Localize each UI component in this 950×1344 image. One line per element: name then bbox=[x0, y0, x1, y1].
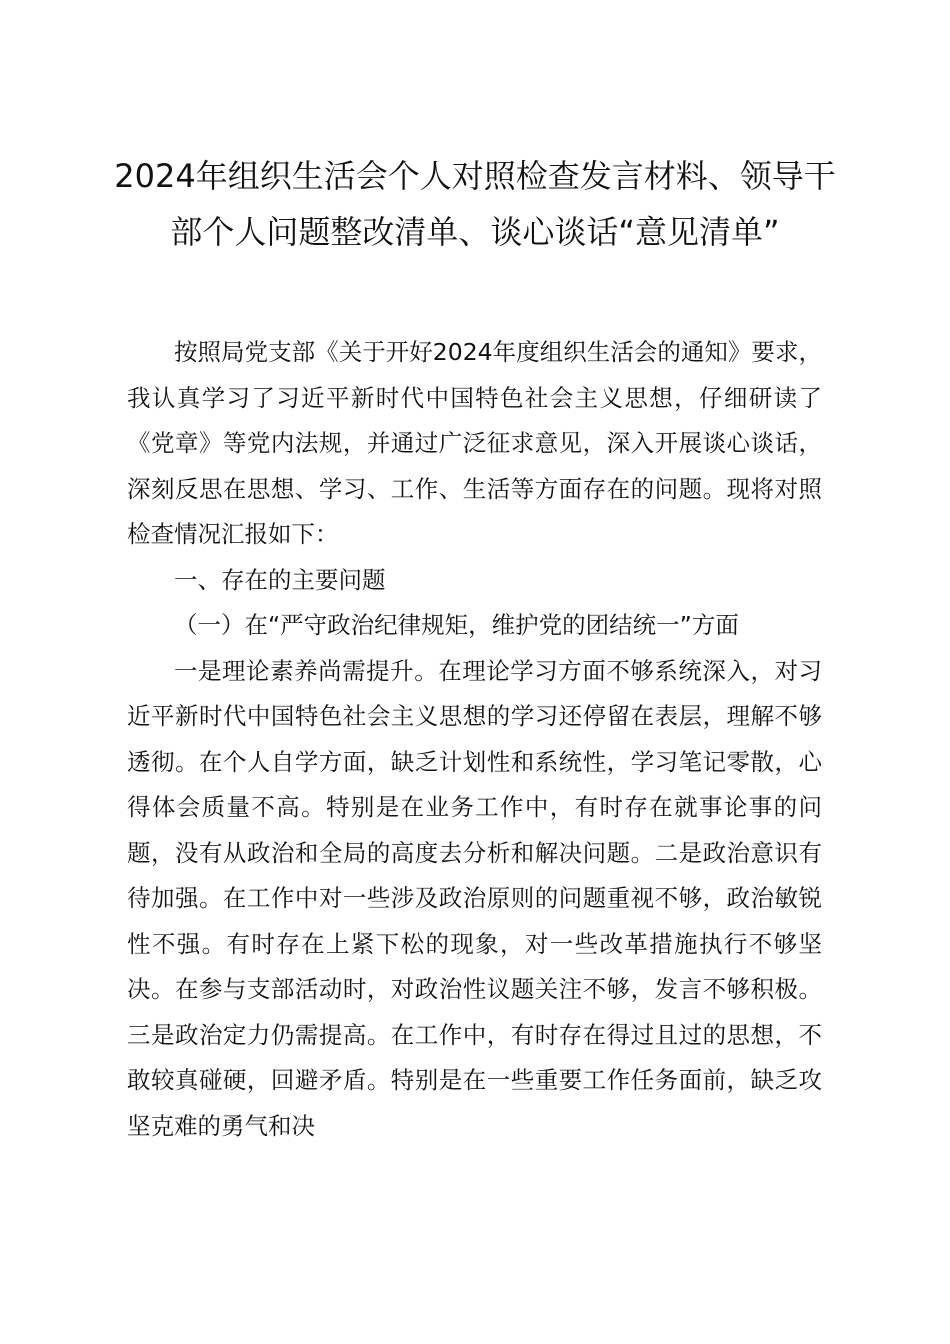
subsection-heading: （一）在“严守政治纪律规矩，维护党的团结统一”方面 bbox=[174, 611, 739, 639]
document-body bbox=[127, 330, 822, 1149]
section-heading: 一、存在的主要问题 bbox=[174, 565, 386, 594]
body-paragraph: 一是理论素养尚需提升。在理论学习方面不够系统深入，对习近平新时代中国特色社会主义思想的学习还停留在表层，理解不够透彻。在个人自学方面，缺乏计划性和系统性，学习笔记零散，心得体会质量不高。特别是在业务工作中，有时存在就事论事的问题，没有从政治和全局的高度去分析和解决问题。二是政治意识有待加强。在工作中对一些涉及政治原则的问题重视不够，政治敏锐性不强。有时存在上紧下松的现象，对一些改革措施执行不够坚决。在参与支部活动时，对政治性议题关注不够，发言不够积极。三是政治定力仍需提高。在工作中，有时存在得过且过的思想，不敢较真碰硬，回避矛盾。特别是在一些重要工作任务面前，缺乏攻坚克难的勇气和决 bbox=[127, 656, 822, 1140]
document-title: 2024年组织生活会个人对照检查发言材料、领导干部个人问题整改清单、谈心谈话“意见清单” bbox=[114, 157, 836, 251]
intro-paragraph: 按照局党支部《关于开好2024年度组织生活会的通知》要求，我认真学习了习近平新时代中国特色社会主义思想，仔细研读了《党章》等党内法规，并通过广泛征求意见，深入开展谈心谈话，深刻反思在思想、学习、工作、生活等方面存在的问题。现将对照检查情况汇报如下： bbox=[127, 338, 822, 548]
